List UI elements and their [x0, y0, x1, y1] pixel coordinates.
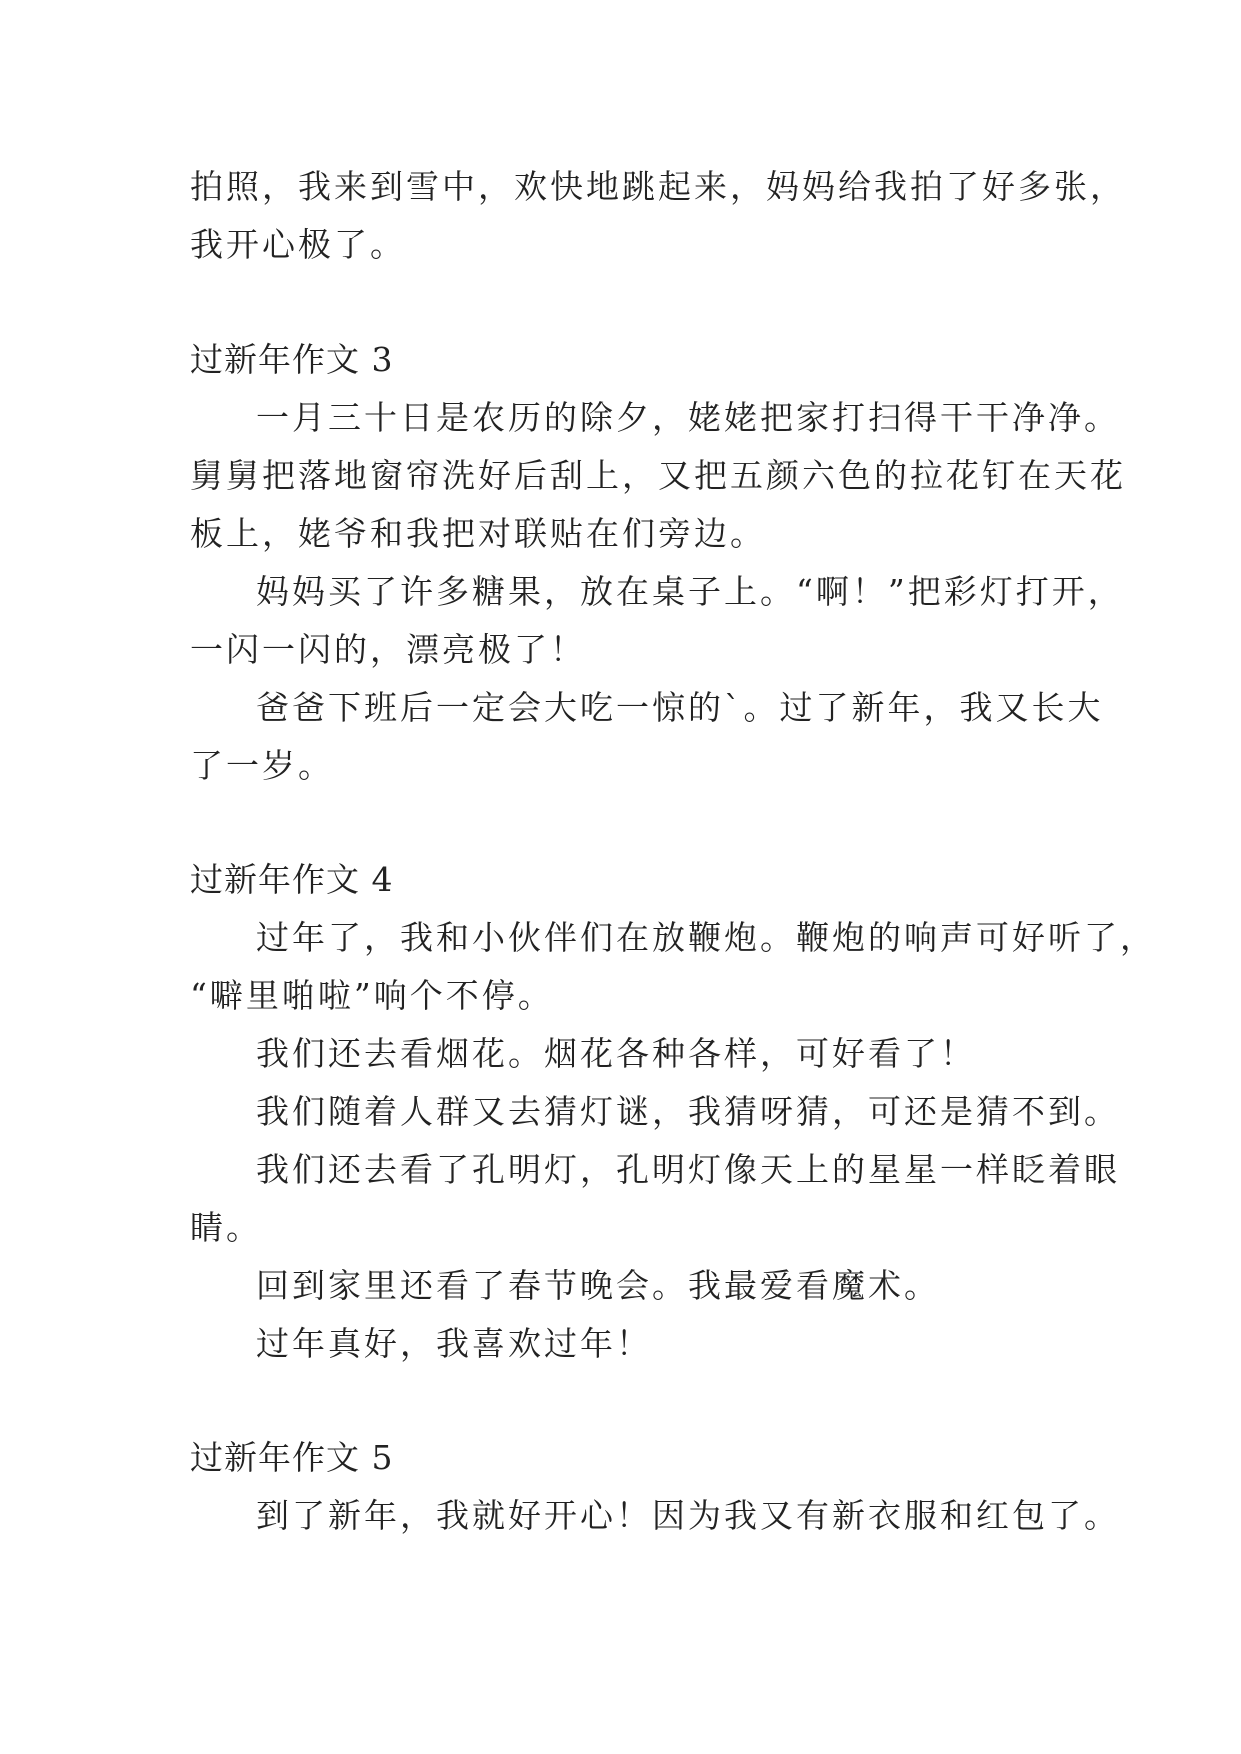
essay-4-line: 过年真好，我喜欢过年！ [256, 1324, 652, 1363]
essay-3-line: 板上，姥爷和我把对联贴在们旁边。 [190, 514, 766, 553]
essay-4-line: 过年了，我和小伙伴们在放鞭炮。鞭炮的响声可好听了， [256, 918, 1156, 957]
essay-3-line: 妈妈买了许多糖果，放在桌子上。“啊！”把彩灯打开， [256, 572, 1124, 611]
essay-4-line: 睛。 [190, 1208, 262, 1247]
essay-3-line: 了一岁。 [190, 746, 334, 785]
essay-3-heading: 过新年作文 3 [190, 340, 394, 379]
intro-line-2: 我开心极了。 [190, 225, 406, 264]
essay-4-heading: 过新年作文 4 [190, 860, 394, 899]
essay-3-line: 一闪一闪的，漂亮极了！ [190, 630, 586, 669]
essay-3-line: 舅舅把落地窗帘洗好后刮上，又把五颜六色的拉花钉在天花 [190, 456, 1126, 495]
essay-4-line: 我们随着人群又去猜灯谜，我猜呀猜，可还是猜不到。 [256, 1092, 1120, 1131]
essay-4-line: 我们还去看烟花。烟花各种各样，可好看了！ [256, 1034, 976, 1073]
essay-3-line: 一月三十日是农历的除夕，姥姥把家打扫得干干净净。 [256, 398, 1120, 437]
intro-line-1: 拍照，我来到雪中，欢快地跳起来，妈妈给我拍了好多张， [190, 167, 1126, 206]
essay-5-line: 到了新年，我就好开心！因为我又有新衣服和红包了。 [256, 1496, 1120, 1535]
essay-4-line: 我们还去看了孔明灯，孔明灯像天上的星星一样眨着眼 [256, 1150, 1120, 1189]
essay-5-heading: 过新年作文 5 [190, 1438, 394, 1477]
essay-4-line: 回到家里还看了春节晚会。我最爱看魔术。 [256, 1266, 940, 1305]
essay-4-line: “噼里啪啦”响个不停。 [190, 976, 554, 1015]
essay-3-line: 爸爸下班后一定会大吃一惊的`。过了新年，我又长大 [256, 688, 1104, 727]
